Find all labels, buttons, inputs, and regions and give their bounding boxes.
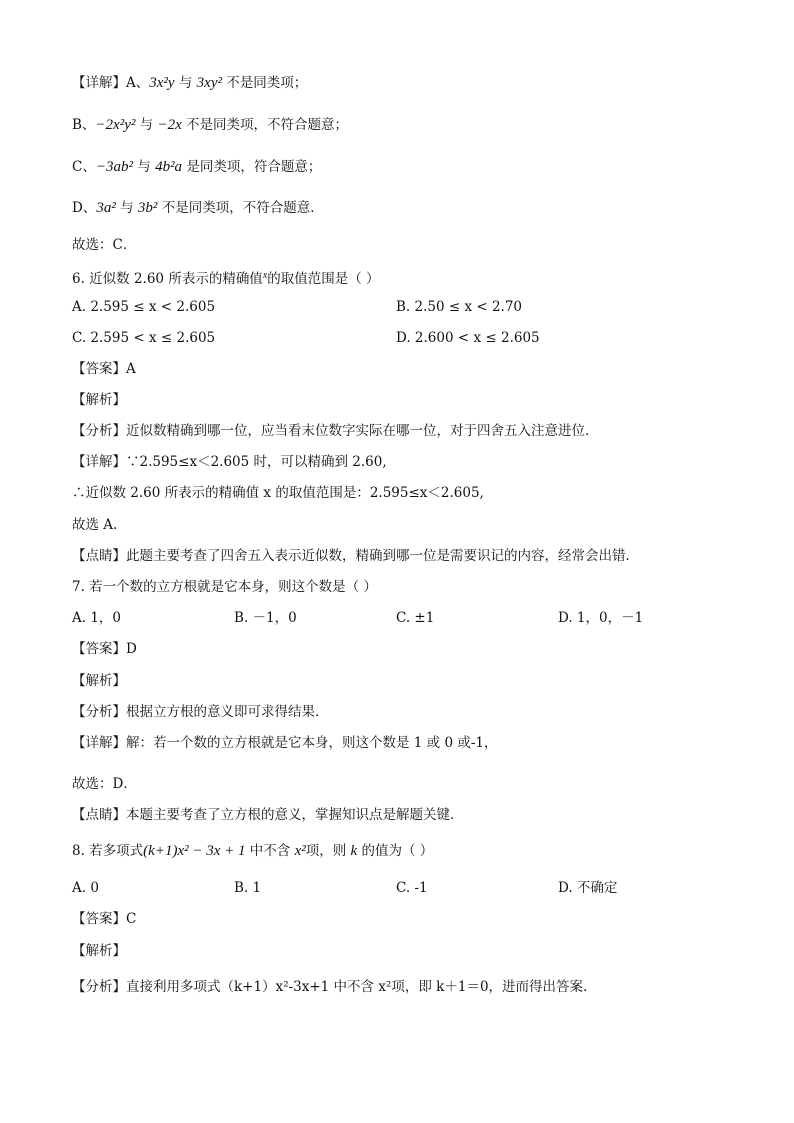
q8-stem-d: 的值为（ ） — [357, 843, 434, 859]
expr-neg2x2y2: −2x²y² — [95, 117, 136, 133]
q6-stem-b: 的取值范围是（ ） — [267, 271, 380, 287]
q7-answer: 【答案】D — [72, 641, 137, 657]
q8-answer: 【答案】C — [72, 911, 137, 927]
choose-c-line: 故选：C． — [72, 237, 137, 253]
detail-b-suffix: 不是同类项，不符合题意； — [181, 117, 349, 133]
q8-option-b: B. 1 — [234, 880, 262, 896]
detail-a-suffix: 不是同类项； — [221, 75, 308, 91]
detail-line-d — [72, 199, 324, 217]
expr-3xy2: 3xy² — [196, 75, 222, 91]
q6-analysis: 【分析】近似数精确到哪一位，应当看末位数字实际在哪一位，对于四舍五入注意进位． — [72, 423, 599, 439]
q8-option-d: D. 不确定 — [558, 880, 618, 896]
q7-comment: 【点睛】本题主要考查了立方根的意义，掌握知识点是解题关键． — [72, 807, 464, 823]
q8-jiexi-heading: 【解析】 — [72, 943, 126, 959]
q6-stem-a: 6. 近似数 2.60 所表示的精确值 — [72, 271, 263, 287]
detail-c-prefix: C、 — [72, 159, 96, 175]
q6-option-c: C. 2.595 < x ≤ 2.605 — [72, 330, 216, 346]
q8-k-var: k — [350, 843, 358, 859]
q8-x2-term: x² — [294, 843, 306, 859]
expr-3b2: 3b² — [137, 200, 158, 216]
q8-option-a: A. 0 — [72, 880, 99, 896]
q7-option-b: B. －1，0 — [234, 610, 297, 626]
q6-answer: 【答案】A — [72, 361, 136, 377]
q8-stem-c: 项，则 — [305, 843, 351, 859]
q6-detail: 【详解】∵2.595≤x＜2.605 时，可以精确到 2.60, — [72, 454, 387, 470]
detail-b-mid: 与 — [135, 117, 158, 133]
detail-d-prefix: D、 — [72, 200, 97, 216]
q6-jiexi-heading: 【解析】 — [72, 392, 126, 408]
q6-stem — [72, 267, 380, 288]
q7-option-c: C. ±1 — [396, 610, 435, 626]
q6-stem-var: x — [262, 270, 268, 281]
q7-stem: 7. 若一个数的立方根就是它本身，则这个数是（ ） — [72, 579, 377, 595]
q7-option-a: A. 1，0 — [72, 610, 122, 626]
q8-polynomial: (k+1)x² − 3x + 1 — [143, 843, 246, 859]
detail-d-suffix: 不是同类项，不符合题意． — [157, 200, 324, 216]
expr-neg2x: −2x — [157, 117, 182, 133]
q8-analysis: 【分析】直接利用多项式（k+1）x²-3x+1 中不含 x²项，即 k＋1＝0，进而得出答案. — [72, 979, 588, 995]
detail-c-mid: 与 — [132, 159, 156, 175]
detail-d-mid: 与 — [115, 200, 138, 216]
q7-detail: 【详解】解：若一个数的立方根就是它本身，则这个数是 1 或 0 或-1， — [72, 735, 498, 751]
q8-stem-b: 中不含 — [245, 843, 295, 859]
q8-stem-a: 8. 若多项式 — [72, 843, 144, 859]
q6-choose: 故选 A. — [72, 517, 118, 533]
detail-line-b — [72, 116, 348, 134]
detail-c-suffix: 是同类项，符合题意； — [182, 159, 322, 175]
q7-analysis: 【分析】根据立方根的意义即可求得结果． — [72, 704, 329, 720]
q6-comment: 【点睛】此题主要考查了四舍五入表示近似数，精确到哪一位是需要识记的内容，经常会出错． — [72, 548, 639, 564]
detail-line-c — [72, 158, 321, 176]
q7-option-d: D. 1，0，－1 — [558, 610, 644, 626]
q6-option-b: B. 2.50 ≤ x < 2.70 — [396, 299, 523, 315]
expr-3x2y: 3x²y — [149, 75, 175, 91]
expr-4b2a: 4b²a — [155, 159, 183, 175]
detail-a-prefix: 【详解】A、 — [72, 75, 150, 91]
detail-a-mid: 与 — [174, 75, 197, 91]
expr-3a2: 3a² — [96, 200, 116, 216]
q7-choose: 故选：D． — [72, 776, 137, 792]
q6-therefore: ∴近似数 2.60 所表示的精确值 x 的取值范围是：2.595≤x＜2.605, — [72, 485, 484, 501]
detail-b-prefix: B、 — [72, 117, 96, 133]
q6-option-d: D. 2.600 < x ≤ 2.605 — [396, 330, 540, 346]
q7-jiexi-heading: 【解析】 — [72, 673, 126, 689]
detail-line-a — [72, 74, 307, 92]
expr-neg3ab2: −3ab² — [95, 159, 133, 175]
q8-stem — [72, 842, 433, 860]
q8-option-c: C. -1 — [396, 880, 428, 896]
q6-option-a: A. 2.595 ≤ x < 2.605 — [72, 299, 216, 315]
